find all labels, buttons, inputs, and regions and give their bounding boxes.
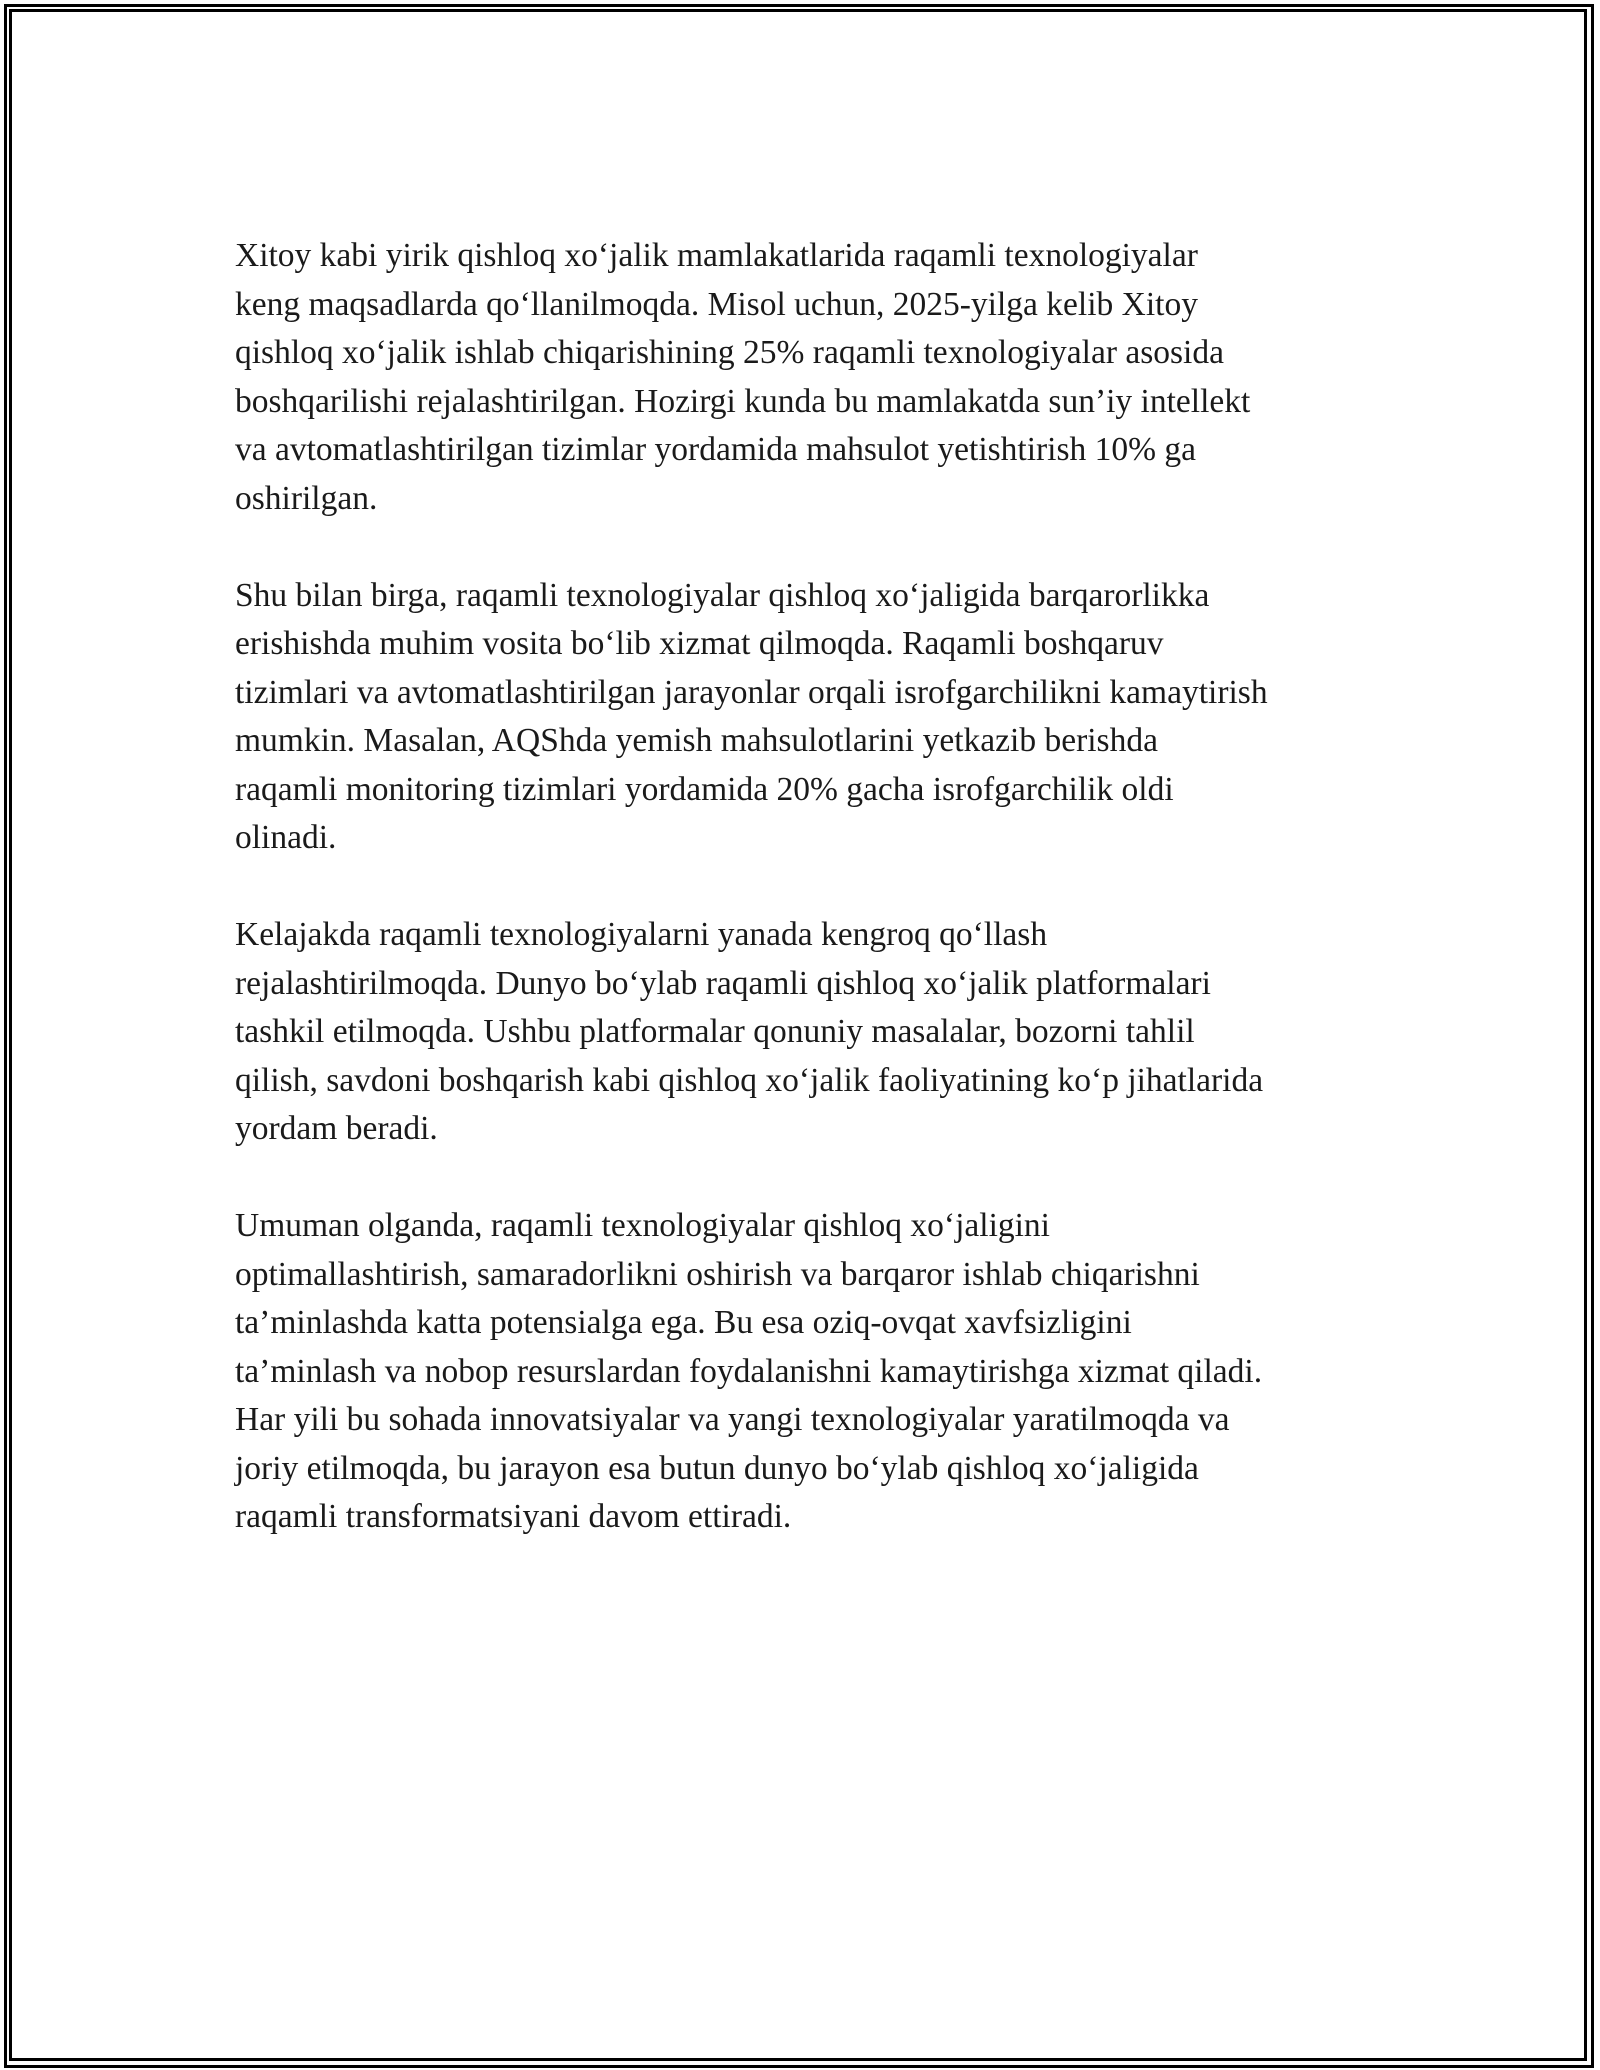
text-line: oshirilgan. — [235, 479, 378, 517]
text-line: ta’minlashda katta potensialga ega. Bu esa oziq-ovqat xavfsizligini — [235, 1304, 1132, 1341]
text-line: va avtomatlashtirilgan tizimlar yordamida mahsulot yetishtirish 10% ga — [235, 431, 1197, 468]
text-line: mumkin. Masalan, AQShda yemish mahsulotlarini yetkazib berishda — [235, 722, 1158, 759]
text-line: raqamli monitoring tizimlari yordamida 20% gacha isrofgarchilik oldi — [235, 770, 1174, 808]
text-line: qilish, savdoni boshqarish kabi qishloq xo‘jalik faoliyatining ko‘p jihatlarida — [235, 1061, 1264, 1099]
text-line: qishloq xo‘jalik ishlab chiqarishining 25% raqamli texnologiyalar asosida — [235, 334, 1224, 371]
text-line: Har yili bu sohada innovatsiyalar va yangi texnologiyalar yaratilmoqda va — [235, 1401, 1230, 1438]
text-line: tizimlari va avtomatlashtirilgan jarayonlar orqali isrofgarchilikni kamaytirish — [235, 673, 1268, 711]
text-line: ta’minlash va nobop resurslardan foydalanishni kamaytirishga xizmat qiladi. — [235, 1352, 1263, 1390]
document-body — [235, 232, 1375, 1590]
text-line: Xitoy kabi yirik qishloq xo‘jalik mamlakatlarida raqamli texnologiyalar — [235, 237, 1198, 274]
text-line: Shu bilan birga, raqamli texnologiyalar qishloq xo‘jaligida barqarorlikka — [235, 576, 1210, 614]
paragraph-3 — [235, 911, 1375, 1154]
paragraph-4 — [235, 1202, 1375, 1542]
text-line: joriy etilmoqda, bu jarayon esa butun dunyo bo‘ylab qishloq xo‘jaligida — [235, 1449, 1199, 1487]
paragraph-2 — [235, 572, 1375, 863]
text-line: boshqarilishi rejalashtirilgan. Hozirgi kunda bu mamlakatda sun’iy intellekt — [235, 382, 1251, 420]
text-line: tashkil etilmoqda. Ushbu platformalar qonuniy masalalar, bozorni tahlil — [235, 1013, 1195, 1050]
text-line: rejalashtirilmoqda. Dunyo bo‘ylab raqamli qishloq xo‘jalik platformalari — [235, 964, 1211, 1002]
text-line: optimallashtirish, samaradorlikni oshirish va barqaror ishlab chiqarishni — [235, 1255, 1200, 1293]
text-line: erishishda muhim vosita bo‘lib xizmat qilmoqda. Raqamli boshqaruv — [235, 625, 1164, 662]
text-line: yordam beradi. — [235, 1110, 438, 1147]
text-line: raqamli transformatsiyani davom ettiradi. — [235, 1498, 792, 1535]
text-line: olinadi. — [235, 819, 337, 856]
paragraph-1 — [235, 232, 1375, 523]
text-line: Umuman olganda, raqamli texnologiyalar qishloq xo‘jaligini — [235, 1207, 1050, 1244]
text-line: Kelajakda raqamli texnologiyalarni yanada kengroq qo‘llash — [235, 916, 1048, 953]
text-line: keng maqsadlarda qo‘llanilmoqda. Misol uchun, 2025-yilga kelib Xitoy — [235, 285, 1198, 323]
